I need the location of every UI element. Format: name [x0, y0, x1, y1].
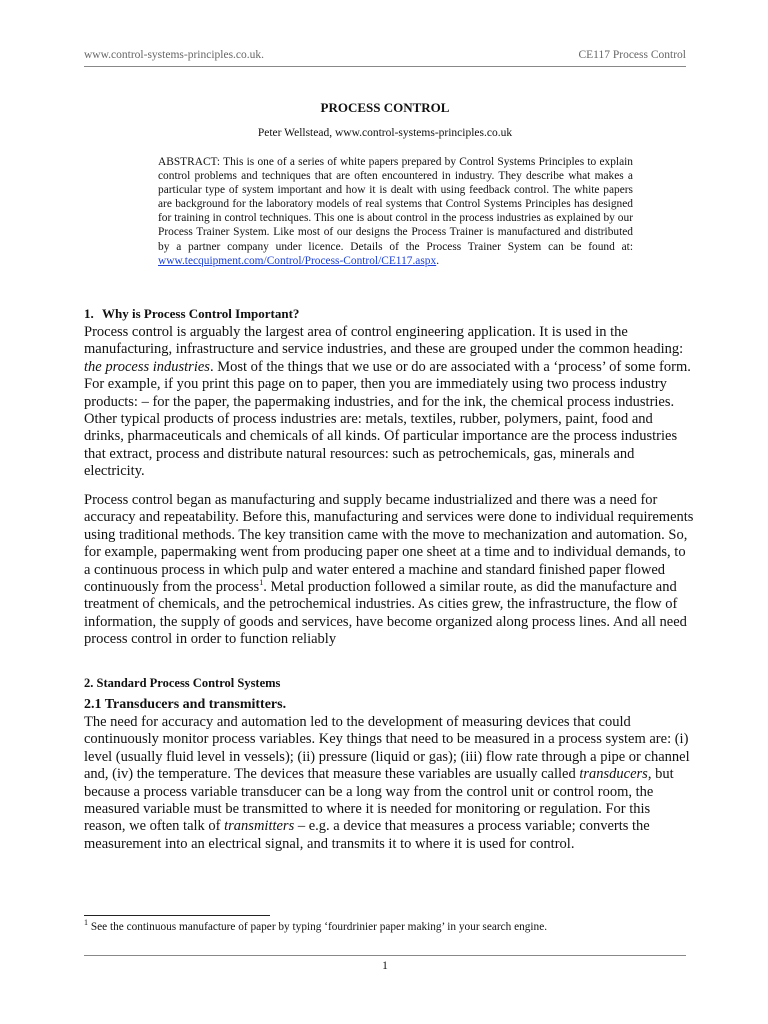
- paragraph-3-text-a: The need for accuracy and automation led to the development of measuring devices that could continuously monitor process variables. Key things that need to be measured in a process system are: (i) level (usually fluid level in vessels); (ii) pressure (liquid or gas); (iii) flow rate through a pipe or channel and, (iv) the temperature. The devices that measure these variables are usually called: [84, 714, 690, 783]
- footnote-rule: [84, 915, 270, 916]
- paragraph-3: [84, 714, 694, 853]
- paragraph-3-emphasis-transducers: transducers: [579, 766, 648, 783]
- footnote-reference[interactable]: 1: [259, 578, 264, 588]
- abstract-end: .: [436, 254, 440, 267]
- section-1-number: 1.: [84, 306, 94, 321]
- document-title: PROCESS CONTROL: [320, 100, 450, 115]
- running-header: [84, 48, 686, 62]
- paragraph-1-text-a: Process control is arguably the largest area of control engineering application. It is used in the manufacturing, infrastructure and service industries, and these are grouped under the common heading:: [84, 324, 684, 358]
- header-website: www.control-systems-principles.co.uk.: [84, 49, 265, 61]
- paragraph-2-text-a: Process control began as manufacturing and supply became industrialized and there was a need for accuracy and repeatability. Before this, manufacturing and services were done to individual requirements using traditional methods. The key transition came with the move to mechanization and automation. So, for example, papermaking went from producing paper one sheet at a time and to individual demands, to a continuous process in which pulp and water entered a machine and standard finished paper flowed continuously from the process: [84, 492, 694, 596]
- abstract-link[interactable]: www.tecquipment.com/Control/Process-Control/CE117.aspx: [158, 254, 437, 267]
- author-line: Peter Wellstead, www.control-systems-principles.co.uk: [257, 127, 513, 139]
- paragraph-1-emphasis: the process industries: [84, 358, 210, 375]
- paragraph-3-text-c: – e.g. a device that measures a process variable; converts the measurement into an electrical signal, and transmits it to where it is used for control.: [84, 818, 650, 852]
- section-2-1-heading: 2.1 Transducers and transmitters.: [84, 697, 287, 712]
- abstract: [158, 155, 633, 268]
- paragraph-2-text-b: . Metal production followed a similar route, as did the manufacture and treatment of chemicals, and the petrochemical industries. As cities grew, the infrastructure, the flow of information, the supply of goods and services, have become organized along process lines. And all need process control in order to function reliably: [84, 579, 687, 648]
- paragraph-2: [84, 492, 694, 649]
- footnote-number: 1: [84, 918, 88, 928]
- abstract-text: ABSTRACT: This is one of a series of white papers prepared by Control Systems Principles to explain control problems and techniques that are often encountered in industry. They describe what makes a particular type of system important and how it is dealt with using feedback control. The white papers are background for the laboratory models of real systems that Control Systems Principles has designed for training in control techniques. This one is about control in the process industries as explained by our Process Trainer System. Like most of our designs the Process Trainer is manufactured and distributed by a partner company under licence. Details of the Process Trainer System can be found at:: [158, 156, 633, 253]
- footer-rule: [84, 955, 686, 956]
- paragraph-3-emphasis-transmitters: transmitters: [224, 818, 295, 835]
- footnote-text: See the continuous manufacture of paper by typing ‘fourdrinier paper making’ in your search engine.: [88, 921, 548, 933]
- section-1-title: Why is Process Control Important?: [102, 306, 300, 321]
- section-1-heading: [84, 306, 686, 322]
- header-course: CE117 Process Control: [578, 49, 686, 61]
- section-2-heading: 2. Standard Process Control Systems: [84, 676, 281, 690]
- paragraph-1: [84, 324, 694, 481]
- paragraph-1-text-b: . Most of the things that we use or do are associated with a ‘process’ of some form. For example, if you print this page on to paper, then you are immediately using two process industry products: – for the paper, the papermaking industries, and for the ink, the chemical process industries. Other typical products of process industries are: metals, textiles, rubber, polymers, paint, food and drinks, pharmaceuticals and chemicals of all kinds. Of particular importance are the process industries that extract, process and distribute natural resources: such as petrochemicals, gas, minerals and electricity.: [84, 358, 691, 480]
- paragraph-3-text-b: , but because a process variable transducer can be a long way from the control unit or control room, the measured variable must be transmitted to where it is needed for monitoring or regulation. For this reason, we often talk of: [84, 766, 674, 835]
- footnote: [84, 920, 686, 934]
- page-number: 1: [382, 960, 388, 972]
- header-rule: [84, 66, 686, 67]
